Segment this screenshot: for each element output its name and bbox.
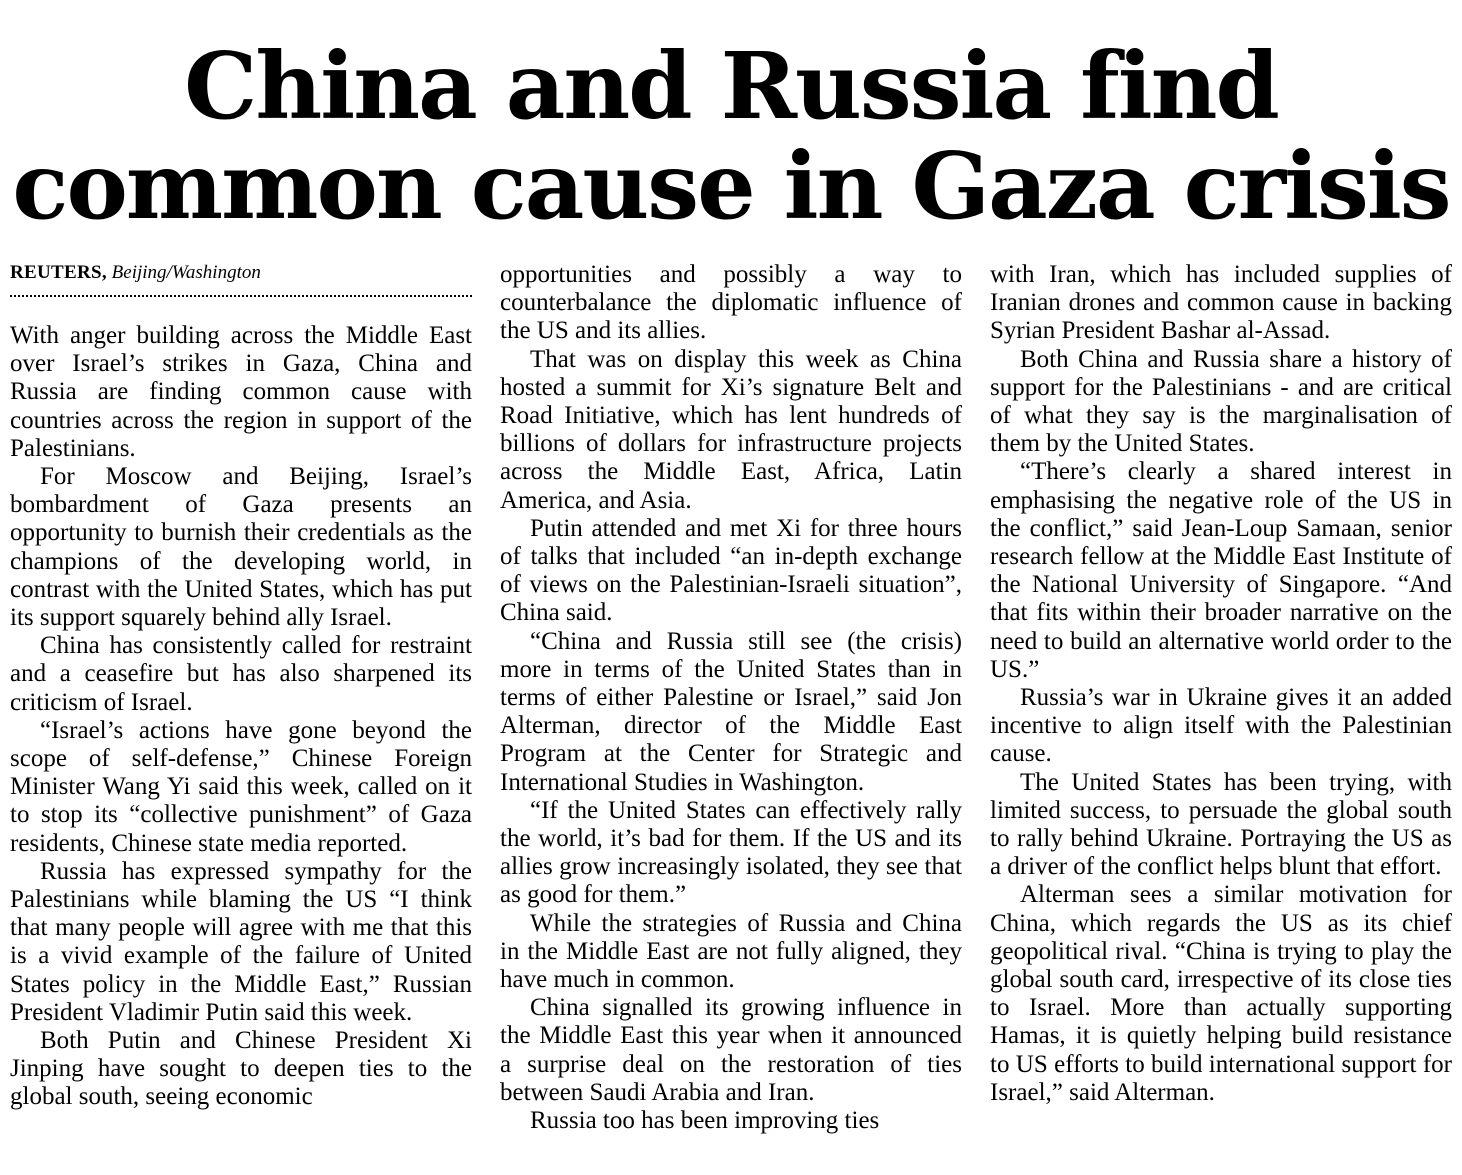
paragraph: Putin attended and met Xi for three hours of talks that included “an in-depth exchange of views on the Palestinian-Israeli situation”, China said. <box>500 514 962 627</box>
paragraph: For Moscow and Beijing, Israel’s bombardment of Gaza presents an opportunity to burnish their credentials as the champions of the developing world, in contrast with the United States, which has put its support squarely behind ally Israel. <box>10 463 472 632</box>
byline-agency: REUTERS, <box>10 262 107 283</box>
article-column-3 <box>990 261 1452 1107</box>
paragraph: China signalled its growing influence in the Middle East this year when it announced a surprise deal on the restoration of ties between Saudi Arabia and Iran. <box>500 994 962 1106</box>
paragraph: Russia too has been improving ties <box>530 1107 880 1135</box>
paragraph: That was on display this week as China hosted a summit for Xi’s signature Belt and Road Initiative, which has lent hundreds of billions of dollars for infrastructure projects across the Middle East, Africa, Latin America, and Asia. <box>500 345 962 514</box>
headline <box>0 32 1462 240</box>
paragraph: Russia’s war in Ukraine gives it an added incentive to align itself with the Palestinian cause. <box>990 684 1452 768</box>
paragraph-continued: with Iran, which has included supplies of Iranian drones and common cause in backing Syrian President Bashar al-Assad. <box>990 261 1452 345</box>
paragraph-continued: opportunities and possibly a way to counterbalance the diplomatic influence of the US and its allies. <box>500 261 962 345</box>
paragraph: “China and Russia still see (the crisis) more in terms of the United States than in terms of either Palestine or Israel,” said Jon Alterman, director of the Middle East Program at the Center for Strategic and International Studies in Washington. <box>500 627 962 796</box>
article-column-2 <box>500 261 962 1135</box>
byline <box>10 260 472 297</box>
paragraph: Alterman sees a similar motivation for China, which regards the US as its chief geopolitical rival. “China is trying to play the global south card, irrespective of its close ties to Israel. More than actually supporting Hamas, it is quietly helping build resistance to US efforts to build international support for Israel,” said Alterman. <box>990 881 1452 1106</box>
article-column-1 <box>10 260 472 1112</box>
headline-line-2: common cause in Gaza crisis <box>12 132 1450 240</box>
paragraph: While the strategies of Russia and China in the Middle East are not fully aligned, they have much in common. <box>500 909 962 994</box>
paragraph: “There’s clearly a shared interest in emphasising the negative role of the US in the conflict,” said Jean-Loup Samaan, senior research fellow at the Middle East Institute of the National University of Singapore. “And that fits within their broader narrative on the need to build an alternative world order to the US.” <box>990 458 1452 683</box>
paragraph: Both China and Russia share a history of support for the Palestinians - and are critical of what they say is the marginalisation of them by the United States. <box>990 345 1452 458</box>
paragraph: Both Putin and Chinese President Xi Jinping have sought to deepen ties to the global south, seeing economic <box>10 1027 472 1111</box>
paragraph: China has consistently called for restraint and a ceasefire but has also sharpened its criticism of Israel. <box>10 632 472 716</box>
paragraph: “Israel’s actions have gone beyond the scope of self-defense,” Chinese Foreign Minister Wang Yi said this week, called on it to stop its “collective punishment” of Gaza residents, Chinese state media reported. <box>10 716 472 857</box>
byline-location: Beijing/Washington <box>111 262 261 283</box>
paragraph: Russia has expressed sympathy for the Palestinians while blaming the US “I think that many people will agree with me that this is a vivid example of the failure of United States policy in the Middle East,” Russian President Vladimir Putin said this week. <box>10 857 472 1026</box>
headline-line-1: China and Russia find <box>184 32 1278 140</box>
paragraph: With anger building across the Middle East over Israel’s strikes in Gaza, China and Russia are finding common cause with countries across the region in support of the Palestinians. <box>10 322 472 462</box>
paragraph: “If the United States can effectively rally the world, it’s bad for them. If the US and its allies grow increasingly isolated, they see that as good for them.” <box>500 796 962 909</box>
paragraph: The United States has been trying, with limited success, to persuade the global south to rally behind Ukraine. Portraying the US as a driver of the conflict helps blunt that effort. <box>990 768 1452 881</box>
